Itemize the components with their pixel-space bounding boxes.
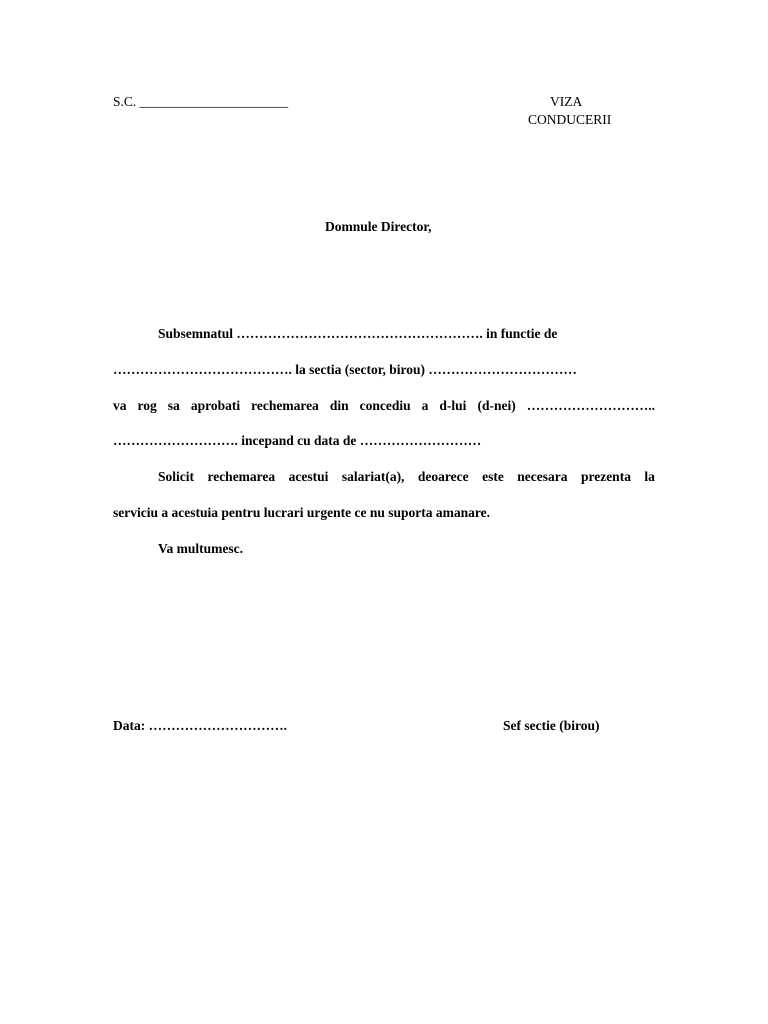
word: va — [113, 398, 127, 413]
word: prezenta — [580, 469, 631, 484]
closing-thanks: Va multumesc. — [158, 541, 244, 556]
date-field: Data: …………………………. — [113, 718, 287, 733]
word: salariat(a), — [341, 469, 405, 484]
word: acestui — [288, 469, 329, 484]
word: aprobati — [190, 398, 241, 413]
word: (d-nei) — [477, 398, 516, 413]
viza-label: VIZA — [550, 94, 583, 109]
word: d-lui — [439, 398, 467, 413]
word: rog — [137, 398, 157, 413]
body-line-1: Subsemnatul ………………………………………………. in functie de — [158, 326, 558, 341]
body-line-5 — [158, 468, 655, 486]
body-line-2: …………………………………. la sectia (sector, birou) …………………………… — [113, 362, 577, 377]
word: rechemarea — [207, 469, 276, 484]
word: sa — [167, 398, 180, 413]
body-line-4: ………………………. incepand cu data de ……………………… — [113, 433, 482, 448]
body-line-6: serviciu a acestuia pentru lucrari urgente ce nu suporta amanare. — [113, 505, 490, 520]
word: ……………………….. — [526, 398, 655, 413]
word: din — [329, 398, 349, 413]
word: deoarece — [417, 469, 469, 484]
word: concediu — [359, 398, 411, 413]
signature-label: Sef sectie (birou) — [503, 718, 600, 733]
word: este — [482, 469, 504, 484]
conducerii-label: CONDUCERII — [528, 112, 612, 127]
body-line-3 — [113, 397, 655, 415]
word: la — [644, 469, 655, 484]
word: Solicit — [158, 469, 194, 484]
word: a — [421, 398, 429, 413]
word: rechemarea — [251, 398, 319, 413]
salutation: Domnule Director, — [325, 219, 432, 234]
word: necesara — [517, 469, 568, 484]
company-field: S.C. ______________________ — [113, 94, 289, 109]
